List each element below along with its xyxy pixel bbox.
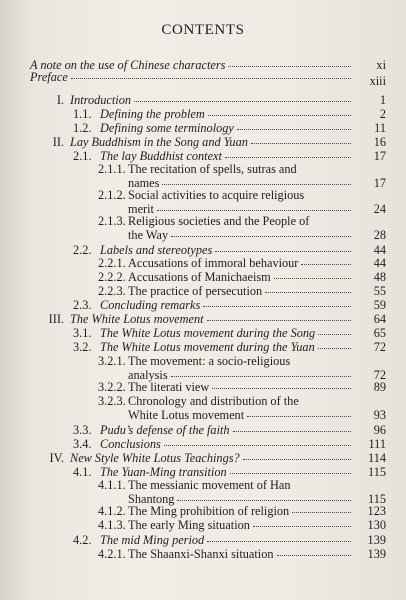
toc-entry-title: merit — [128, 202, 154, 216]
toc-entry-number: 2.2. — [73, 243, 92, 257]
toc-entry-title: The movement: a socio-religious — [128, 354, 291, 368]
leader-dots — [277, 554, 352, 556]
toc-entry-title: The Ming prohibition of religion — [128, 504, 290, 518]
toc-entry-page: 111 — [368, 437, 386, 451]
toc-entry-page: 55 — [373, 284, 386, 298]
leader-dots — [225, 156, 351, 158]
leader-dots — [157, 209, 351, 211]
toc-entry-title: Preface — [30, 70, 68, 84]
toc-entry-number: 4.1.2. — [98, 504, 126, 518]
leader-dots — [253, 525, 351, 527]
toc-entry-page: 11 — [374, 121, 386, 135]
toc-entry-title: The practice of persecution — [128, 284, 263, 298]
leader-dots — [318, 347, 351, 349]
toc-entry-page: 44 — [373, 256, 386, 270]
toc-entry-title: Defining the problem — [100, 107, 205, 121]
toc-entry-number: 3.2. — [73, 340, 92, 354]
leader-dots — [208, 114, 351, 116]
toc-entry-title: The early Ming situation — [128, 518, 250, 532]
toc-entry-number: 2.1.3. — [98, 214, 126, 228]
toc-entry-page: xiii — [369, 74, 386, 88]
toc-entry-title: Pudu’s defense of the faith — [100, 423, 230, 437]
toc-entry-page: 72 — [373, 368, 386, 382]
leader-dots — [233, 430, 351, 432]
page-title: CONTENTS — [161, 22, 245, 38]
toc-entry-number: III. — [48, 312, 64, 326]
toc-entry-page: 115 — [368, 465, 386, 479]
toc-entry-title: The Yuan-Ming transition — [100, 465, 227, 479]
toc-entry-page: 64 — [373, 312, 386, 326]
toc-entry-title: the Way — [128, 228, 169, 242]
toc-entry-number: 2.3. — [73, 298, 92, 312]
leader-dots — [265, 291, 351, 293]
toc-entry-title: Accusations of Manichaeism — [128, 270, 271, 284]
toc-entry-number: 2.2.3. — [98, 284, 126, 298]
toc-entry-title: analysis — [128, 368, 168, 382]
leader-dots — [207, 540, 351, 542]
toc-entry-title: The Shaanxi-Shanxi situation — [128, 547, 274, 561]
toc-entry-number: 4.1.1. — [98, 478, 126, 492]
toc-entry-page: 139 — [367, 533, 386, 547]
leader-dots — [274, 277, 351, 279]
toc-entry-number: 4.2. — [73, 533, 92, 547]
toc-entry-number: 3.1. — [73, 326, 92, 340]
leader-dots — [162, 183, 351, 185]
leader-dots — [318, 333, 351, 335]
leader-dots — [164, 444, 351, 446]
toc-entry-number: II. — [52, 135, 64, 149]
toc-entry-page: 28 — [373, 228, 386, 242]
toc-entry-title: The White Lotus movement during the Song — [100, 326, 316, 340]
toc-entry-title: names — [128, 176, 160, 190]
toc-entry-number: 3.2.3. — [98, 394, 126, 408]
toc-entry-title: Chronology and distribution of the — [128, 394, 299, 408]
toc-entry-page: 65 — [373, 326, 386, 340]
toc-entry-title: The White Lotus movement — [70, 312, 204, 326]
toc-entry-number: 2.1.1. — [98, 162, 126, 176]
toc-entry-page: 130 — [367, 518, 386, 532]
leader-dots — [230, 472, 351, 474]
toc-entry-title: Introduction — [70, 93, 132, 107]
leader-dots — [134, 100, 351, 102]
leader-dots — [243, 458, 351, 460]
toc-entry-title: The literati view — [128, 380, 210, 394]
toc-entry-number: 2.1.2. — [98, 188, 126, 202]
toc-entry-title: The lay Buddhist context — [100, 149, 222, 163]
toc-entry-title: The messianic movement of Han — [128, 478, 291, 492]
toc-entry-number: I. — [56, 93, 64, 107]
toc-entry-page: 59 — [373, 298, 386, 312]
toc-entry-title: New Style White Lotus Teachings? — [70, 451, 240, 465]
leader-dots — [215, 250, 351, 252]
leader-dots — [301, 263, 351, 265]
toc-entry-number: 1.1. — [73, 107, 92, 121]
toc-entry-title: The recitation of spells, sutras and — [128, 162, 297, 176]
toc-entry-page: 123 — [367, 504, 386, 518]
toc-entry-number: 4.1.3. — [98, 518, 126, 532]
toc-entry-title: Labels and stereotypes — [100, 243, 213, 257]
toc-entry-page: 72 — [373, 340, 386, 354]
toc-entry-page: 96 — [373, 423, 386, 437]
toc-entry-title: Lay Buddhism in the Song and Yuan — [70, 135, 248, 149]
leader-dots — [177, 499, 351, 501]
toc-entry-page: xi — [376, 58, 386, 72]
toc-entry-title: White Lotus movement — [128, 408, 245, 422]
toc-entry-number: 3.3. — [73, 423, 92, 437]
toc-entry-number: 2.1. — [73, 149, 92, 163]
leader-dots — [228, 65, 351, 67]
toc-entry-number: IV. — [49, 451, 64, 465]
toc-entry-number: 2.2.2. — [98, 270, 126, 284]
toc-entry-number: 1.2. — [73, 121, 92, 135]
toc-entry-title: Defining some terminology — [100, 121, 234, 135]
leader-dots — [237, 128, 351, 130]
toc-entry-title: Concluding remarks — [100, 298, 201, 312]
toc-entry-page: 114 — [368, 451, 386, 465]
toc-entry-number: 3.4. — [73, 437, 92, 451]
toc-entry-title: The mid Ming period — [100, 533, 205, 547]
toc-entry-number: 4.2.1. — [98, 547, 126, 561]
toc-entry-title: Conclusions — [100, 437, 161, 451]
leader-dots — [247, 415, 351, 417]
leader-dots — [203, 305, 351, 307]
toc-entry-number: 4.1. — [73, 465, 92, 479]
leader-dots — [71, 77, 351, 79]
leader-dots — [292, 511, 351, 513]
toc-entry-page: 1 — [379, 93, 386, 107]
toc-entry-title: Religious societies and the People of — [128, 214, 310, 228]
toc-entry-title: Shantong — [128, 492, 175, 506]
toc-entry-page: 115 — [368, 492, 386, 506]
toc-entry-page: 139 — [367, 547, 386, 561]
toc-entry-title: A note on the use of Chinese characters — [30, 58, 226, 72]
toc-entry-page: 44 — [373, 243, 386, 257]
toc-entry-page: 16 — [373, 135, 386, 149]
leader-dots — [207, 319, 351, 321]
toc-entry-page: 48 — [373, 270, 386, 284]
toc-entry-page: 93 — [373, 408, 386, 422]
toc-entry-page: 24 — [373, 202, 386, 216]
leader-dots — [171, 375, 351, 377]
leader-dots — [212, 387, 351, 389]
leader-dots — [171, 235, 351, 237]
toc-entry-title: The White Lotus movement during the Yuan — [100, 340, 315, 354]
toc-entry-number: 2.2.1. — [98, 256, 126, 270]
toc-entry-title: Accusations of immoral behaviour — [128, 256, 299, 270]
toc-entry-number: 3.2.2. — [98, 380, 126, 394]
toc-entry-page: 2 — [379, 107, 386, 121]
toc-entry-page: 17 — [373, 176, 386, 190]
toc-entry-page: 89 — [373, 380, 386, 394]
toc-entry-number: 3.2.1. — [98, 354, 126, 368]
toc-entry-page: 17 — [373, 149, 386, 163]
leader-dots — [251, 142, 351, 144]
toc-entry-title: Social activities to acquire religious — [128, 188, 305, 202]
